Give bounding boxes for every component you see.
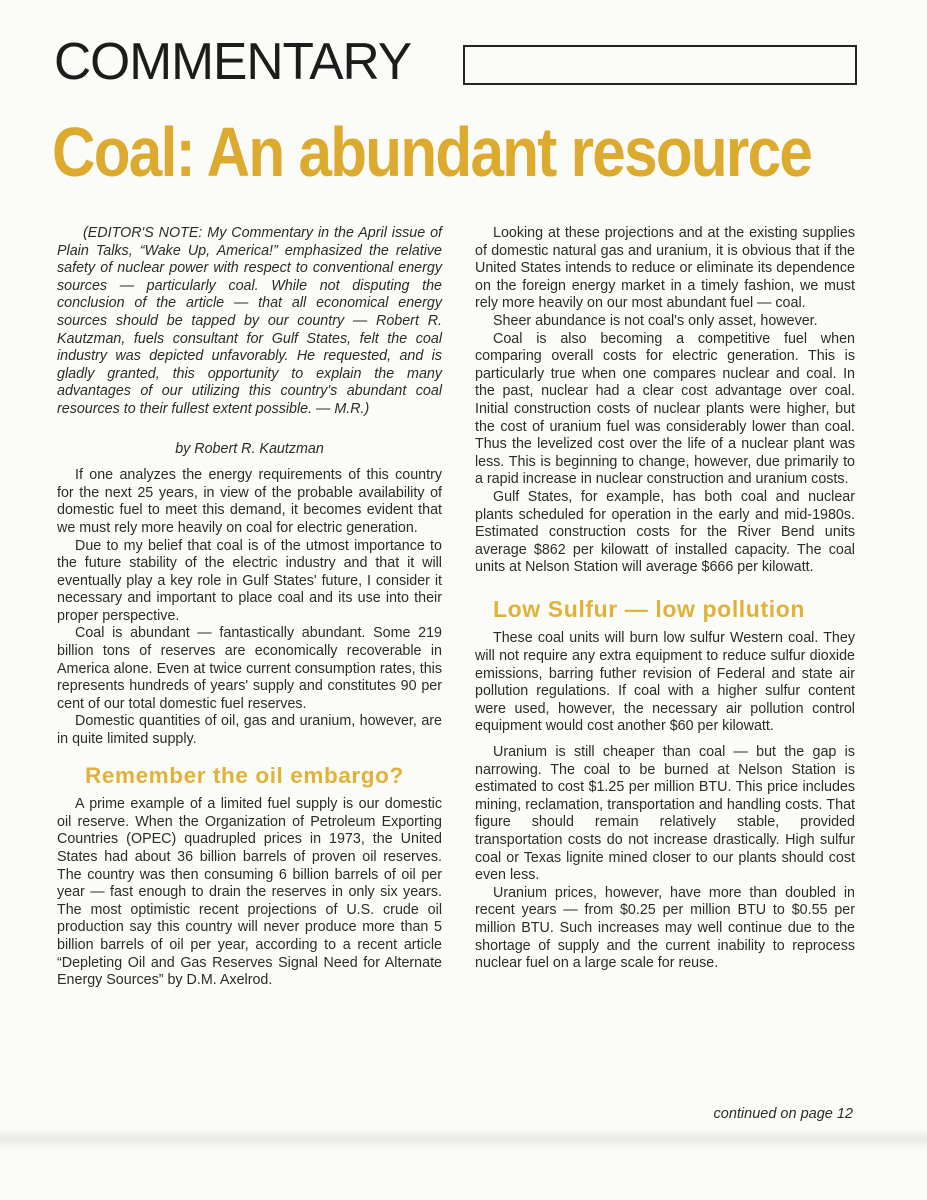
paragraph: Domestic quantities of oil, gas and uranium, however, are in quite limited supply. [57,713,442,748]
subheading-low-sulfur: Low Sulfur — low pollution [493,595,805,622]
paragraph: These coal units will burn low sulfur Western coal. They will not require any extra equipment to reduce sulfur dioxide emissions, barring futher revision of Federal and state air pollution regulations. If coal with a higher sulfur content were used, however, the necessary air pollution control equipment would cost another $60 per kilowatt. [475,630,855,735]
paragraph: Uranium is still cheaper than coal — but the gap is narrowing. The coal to be burned at Nelson Station is estimated to cost $1.25 per million BTU. This price includes mining, reclamation, transportation and handling costs. That figure should remain relatively stable, provided transportation costs do not increase drastically. High sulfur coal or Texas lignite mined closer to our plants should cost even less. [475,744,855,884]
continued-note: continued on page 12 [713,1106,853,1122]
byline: by Robert R. Kautzman [175,440,324,457]
page-fold-shadow [0,1128,927,1150]
paragraph: Coal is abundant — fantastically abundant. Some 219 billion tons of reserves are economically recoverable in America alone. Even at twice current consumption rates, this represents hundreds of years' supply and constitutes 90 per cent of our total domestic fuel reserves. [57,625,442,712]
editors-note: (EDITOR'S NOTE: My Commentary in the April issue of Plain Talks, “Wake Up, America!” emphasized the relative safety of nuclear power with respect to conventional energy sources — particularly coal. While not disputing the conclusion of the article — that all economical energy sources should be tapped by our country — Robert R. Kautzman, fuels consultant for Gulf States, felt the coal industry was depicted unfavorably. He requested, and is gladly granted, this opportunity to explain the many advantages of our utilizing this country's abundant coal resources to their fullest extent possible. — M.R.) [57,225,442,417]
paragraph: Coal is also becoming a competitive fuel when comparing overall costs for electric generation. This is particularly true when one compares nuclear and coal. In the past, nuclear had a clear cost advantage over coal. Initial construction costs of nuclear plants were higher, but the cost of uranium fuel was considerably lower than coal. Thus the levelized cost over the life of a nuclear plant was less. This is beginning to change, however, due primarily to a rapid increase in nuclear construction and uranium costs. [475,330,855,488]
paragraph: Due to my belief that coal is of the utmost importance to the future stability of the electric industry and that it will eventually play a key role in Gulf States' future, I consider it necessary and important to place coal and its use into their proper perspective. [57,537,442,624]
right-column [475,225,855,973]
paragraph: If one analyzes the energy requirements of this country for the next 25 years, in view of the probable availability of domestic fuel to meet this demand, it becomes evident that we must rely more heavily on coal for electric generation. [57,467,442,536]
paragraph: A prime example of a limited fuel supply is our domestic oil reserve. When the Organization of Petroleum Exporting Countries (OPEC) quadrupled prices in 1973, the United States had about 36 billion barrels of proven oil reserves. The country was then consuming 6 billion barrels of oil per year — fast enough to drain the reserves in only six years. The most optimistic recent projections of U.S. crude oil production say this country will never produce more than 5 billion barrels of oil per year, according to a recent article “Depleting Oil and Gas Reserves Signal Need for Alternate Energy Sources” by D.M. Axelrod. [57,796,442,989]
kicker-rule-box [463,45,857,85]
paragraph: Looking at these projections and at the existing supplies of domestic natural gas and uranium, it is obvious that if the United States intends to reduce or eliminate its dependence on the foreign energy market in a timely fashion, we must rely more heavily on our most abundant fuel — coal. [475,225,855,312]
paragraph: Gulf States, for example, has both coal and nuclear plants scheduled for operation in the early and mid-1980s. Estimated construction costs for the River Bend units average $862 per kilowatt of installed capacity. The coal units at Nelson Station will average $666 per kilowatt. [475,488,855,576]
left-column [57,225,442,990]
subheading-oil-embargo: Remember the oil embargo? [85,762,404,788]
paragraph: Sheer abundance is not coal's only asset, however. [493,312,818,329]
paragraph: Uranium prices, however, have more than doubled in recent years — from $0.25 per million BTU to $0.55 per million BTU. Such increases may well continue due to the shortage of supply and the current inability to reprocess nuclear fuel on a large scale for reuse. [475,884,855,972]
section-kicker: COMMENTARY [54,33,412,91]
article-title: Coal: An abundant resource [52,113,812,191]
